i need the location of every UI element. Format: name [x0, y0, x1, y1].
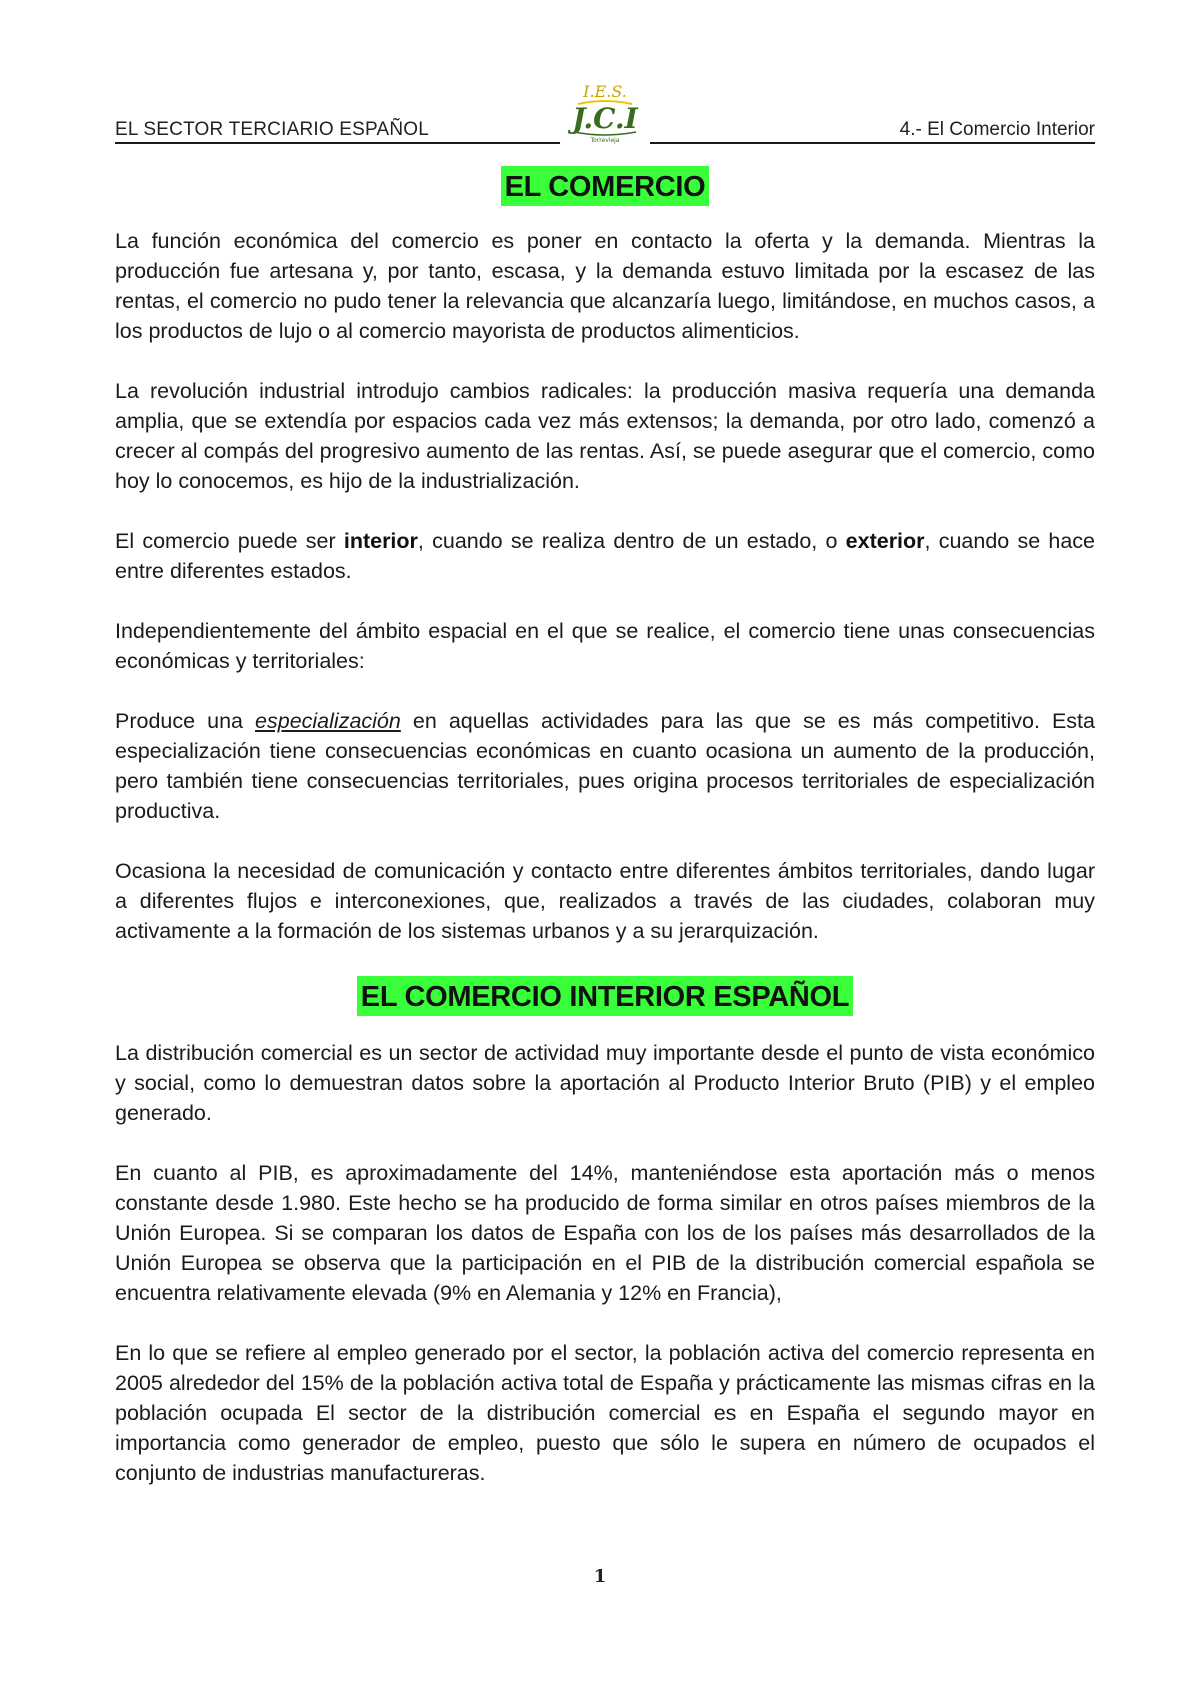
term-especializacion: especialización: [255, 709, 401, 733]
paragraph-interior-exterior: [115, 526, 1095, 586]
paragraph-consecuencias: Independientemente del ámbito espacial en el que se realice, el comercio tiene unas consecuencias económicas y territoriales:: [115, 619, 1095, 673]
term-interior: interior: [343, 529, 418, 553]
page-number: 1: [593, 1566, 607, 1587]
page-header: [115, 80, 1095, 152]
school-logo: [560, 80, 650, 146]
text-segment: , cuando se hace entre diferentes estados.: [115, 529, 1096, 583]
term-exterior: exterior: [845, 529, 925, 553]
paragraph-funcion-economica: La función económica del comercio es poner en contacto la oferta y la demanda. Mientras la producción fue artesana y, por tanto, escasa, y la demanda estuvo limitada por la escasez de las rentas, el comercio no pudo tener la relevancia que alcanzaría luego, limitándose, en muchos casos, a los productos de lujo o al comercio mayorista de productos alimenticios.: [115, 229, 1095, 343]
svg-text:J.C.I: J.C.I: [572, 102, 638, 135]
section-heading-comercio: [115, 166, 1095, 208]
svg-text:Torrevieja: Torrevieja: [590, 137, 620, 144]
text-segment: El comercio puede ser: [115, 529, 344, 553]
paragraph-empleo: En lo que se refiere al empleo generado por el sector, la población activa del comercio representa en 2005 alrededor del 15% de la población activa total de España y prácticamente las mismas cifras en la población ocupada El sector de la distribución comercial es en España el segundo mayor en importancia como generador de empleo, puesto que sólo le supera en número de ocupados el conjunto de industrias manufactureras.: [115, 1341, 1095, 1485]
text-segment: Produce una: [115, 709, 256, 733]
paragraph-pib: En cuanto al PIB, es aproximadamente del 14%, manteniéndose esta aportación más o menos constante desde 1.980. Este hecho se ha producido de forma similar en otros países miembros de la Unión Europea. Si se comparan los datos de España con los de los países más desarrollados de la Unión Europea se observa que la participación en el PIB de la distribución comercial española se encuentra relativamente elevada (9% en Alemania y 12% en Francia),: [115, 1161, 1095, 1305]
section-heading-comercio-text: EL COMERCIO: [501, 166, 710, 206]
svg-text:I.E.S.: I.E.S.: [583, 82, 627, 101]
section-heading-comercio-interior-text: EL COMERCIO INTERIOR ESPAÑOL: [357, 976, 853, 1016]
paragraph-distribucion-comercial: La distribución comercial es un sector de actividad muy importante desde el punto de vista económico y social, como lo demuestran datos sobre la aportación al Producto Interior Bruto (PIB) y el empleo generado.: [115, 1041, 1095, 1125]
paragraph-comunicacion: Ocasiona la necesidad de comunicación y contacto entre diferentes ámbitos territoriales, dando lugar a diferentes flujos e interconexiones, que, realizados a través de las ciudades, colaboran muy activamente a la formación de los sistemas urbanos y a su jerarquización.: [115, 859, 1095, 943]
header-left-title: EL SECTOR TERCIARIO ESPAÑOL: [115, 119, 430, 140]
section-heading-comercio-interior: [115, 976, 1095, 1018]
paragraph-especializacion: [115, 706, 1095, 826]
header-right-title: 4.- El Comercio Interior: [899, 119, 1095, 140]
main-content: [115, 166, 1095, 1518]
text-segment: , cuando se realiza dentro de un estado, o: [417, 529, 846, 553]
text-segment: en aquellas actividades para las que se es más competitivo. Esta especialización tiene consecuencias económicas en cuanto ocasiona un aumento de la producción, pero también tiene consecuencias territoriales, pues origina procesos territoriales de especialización productiva.: [115, 709, 1095, 823]
paragraph-revolucion-industrial: La revolución industrial introdujo cambios radicales: la producción masiva requería una demanda amplia, que se extendía por espacios cada vez más extensos; la demanda, por otro lado, comenzó a crecer al compás del progresivo aumento de las rentas. Así, se puede asegurar que el comercio, como hoy lo conocemos, es hijo de la industrialización.: [115, 379, 1095, 493]
